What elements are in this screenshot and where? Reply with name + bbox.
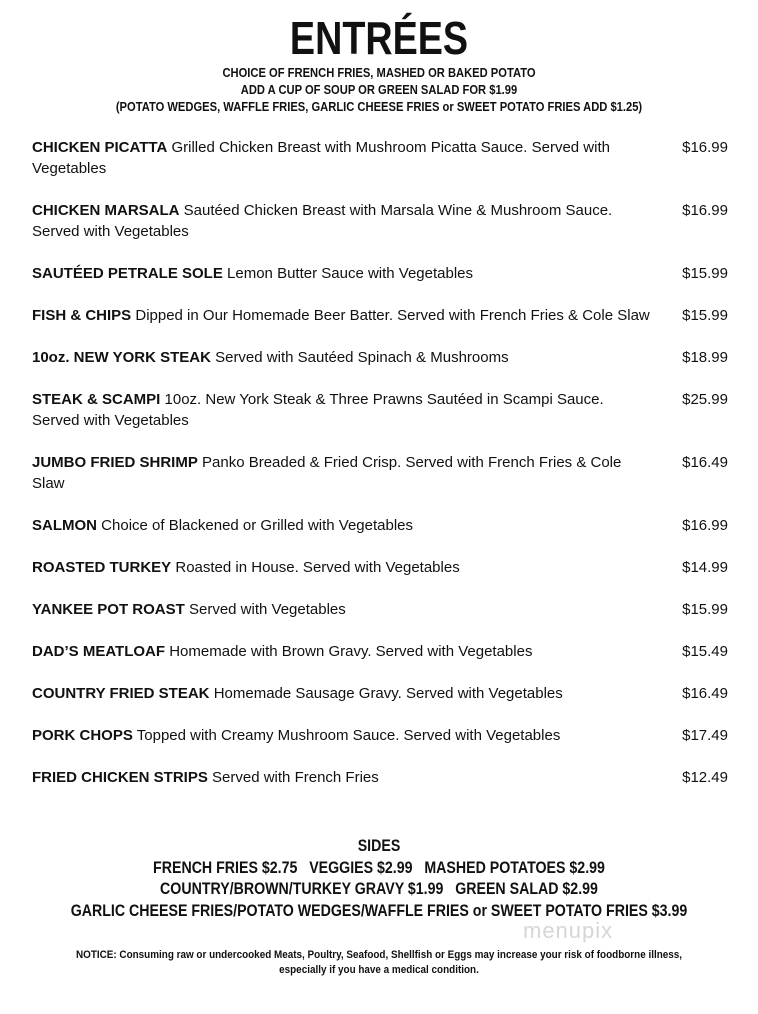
item-description: Choice of Blackened or Grilled with Vegetables <box>101 517 414 534</box>
menu-item <box>32 200 728 242</box>
item-description: Panko Breaded & Fried Crisp. Served with French Fries & Cole Slaw <box>32 454 622 492</box>
item-price: $15.99 <box>682 601 728 618</box>
item-price: $14.99 <box>682 559 728 576</box>
item-price: $25.99 <box>682 391 728 408</box>
menu-item <box>32 305 728 326</box>
menu-item <box>32 599 728 620</box>
entree-list <box>32 137 728 809</box>
item-description: Served with French Fries <box>212 769 379 786</box>
item-description-block <box>32 347 652 368</box>
item-description: Topped with Creamy Mushroom Sauce. Served with Vegetables <box>136 727 561 744</box>
item-description: Homemade with Brown Gravy. Served with Vegetables <box>169 643 533 660</box>
menu-item <box>32 557 728 578</box>
item-price: $16.49 <box>682 685 728 702</box>
watermark-logo: menupix <box>523 918 614 943</box>
item-price: $15.49 <box>682 643 728 660</box>
item-name: 10oz. NEW YORK STEAK <box>32 349 211 366</box>
item-name: FRIED CHICKEN STRIPS <box>32 769 208 786</box>
item-price: $16.49 <box>682 454 728 471</box>
item-description-block <box>32 200 652 242</box>
item-name: FISH & CHIPS <box>32 307 132 324</box>
item-description: 10oz. New York Steak & Three Prawns Sautéed in Scampi Sauce. Served with Vegetables <box>32 391 604 429</box>
item-price: $15.99 <box>682 265 728 282</box>
item-price: $15.99 <box>682 307 728 324</box>
item-description-block <box>32 599 652 620</box>
notice-line: NOTICE: Consuming raw or undercooked Meats, Poultry, Seafood, Shellfish or Eggs may increase your risk of foodborne illness, <box>75 949 683 961</box>
item-description-block <box>32 452 652 494</box>
item-description: Grilled Chicken Breast with Mushroom Picatta Sauce. Served with Vegetables <box>32 139 610 177</box>
item-name: JUMBO FRIED SHRIMP <box>32 454 198 471</box>
item-name: CHICKEN MARSALA <box>32 202 180 219</box>
item-name: ROASTED TURKEY <box>32 559 172 576</box>
page-title: ENTRÉES <box>289 12 469 64</box>
item-price: $17.49 <box>682 727 728 744</box>
sides-heading: SIDES <box>357 837 401 855</box>
food-safety-notice <box>0 948 758 978</box>
item-description-block <box>32 305 652 326</box>
item-description-block <box>32 389 652 431</box>
item-name: STEAK & SCAMPI <box>32 391 161 408</box>
item-description: Served with Sautéed Spinach & Mushrooms <box>215 349 509 366</box>
item-name: DAD’S MEATLOAF <box>32 643 166 660</box>
item-description-block <box>32 263 652 284</box>
menu-item <box>32 137 728 179</box>
item-description-block <box>32 767 652 788</box>
menu-item <box>32 452 728 494</box>
item-price: $18.99 <box>682 349 728 366</box>
item-name: SALMON <box>32 517 97 534</box>
entree-subtitles <box>0 64 758 115</box>
item-name: COUNTRY FRIED STEAK <box>32 685 210 702</box>
item-description-block <box>32 683 652 704</box>
menu-item <box>32 347 728 368</box>
item-description: Dipped in Our Homemade Beer Batter. Served with French Fries & Cole Slaw <box>135 307 650 324</box>
sides-section <box>0 836 758 922</box>
menu-item <box>32 641 728 662</box>
subtitle-line: ADD A CUP OF SOUP OR GREEN SALAD FOR $1.99 <box>240 82 518 97</box>
item-description-block <box>32 515 652 536</box>
item-description: Roasted in House. Served with Vegetables <box>175 559 460 576</box>
menu-item <box>32 767 728 788</box>
menu-item <box>32 725 728 746</box>
item-price: $16.99 <box>682 139 728 156</box>
subtitle-line: CHOICE OF FRENCH FRIES, MASHED OR BAKED POTATO <box>222 65 536 80</box>
menu-item <box>32 389 728 431</box>
menu-item <box>32 263 728 284</box>
sides-line: COUNTRY/BROWN/TURKEY GRAVY $1.99 GREEN SALAD $2.99 <box>160 880 598 898</box>
item-description: Homemade Sausage Gravy. Served with Vegetables <box>213 685 563 702</box>
sides-line: GARLIC CHEESE FRIES/POTATO WEDGES/WAFFLE FRIES or SWEET POTATO FRIES $3.99 <box>70 901 688 920</box>
menu-item <box>32 683 728 704</box>
item-description: Sautéed Chicken Breast with Marsala Wine & Mushroom Sauce. Served with Vegetables <box>32 202 613 240</box>
item-name: CHICKEN PICATTA <box>32 139 168 156</box>
item-price: $16.99 <box>682 202 728 219</box>
item-description-block <box>32 557 652 578</box>
menu-item <box>32 515 728 536</box>
item-name: YANKEE POT ROAST <box>32 601 185 618</box>
sides-line: FRENCH FRIES $2.75 VEGGIES $2.99 MASHED POTATOES $2.99 <box>153 858 605 877</box>
item-description: Served with Vegetables <box>188 601 346 618</box>
item-description-block <box>32 137 652 179</box>
item-name: PORK CHOPS <box>32 727 133 744</box>
subtitle-line: (POTATO WEDGES, WAFFLE FRIES, GARLIC CHEESE FRIES or SWEET POTATO FRIES ADD $1.25) <box>115 99 643 114</box>
item-description: Lemon Butter Sauce with Vegetables <box>227 265 474 282</box>
item-name: SAUTÉED PETRALE SOLE <box>32 265 223 282</box>
item-price: $12.49 <box>682 769 728 786</box>
item-description-block <box>32 641 652 662</box>
item-description-block <box>32 725 652 746</box>
notice-line: especially if you have a medical condition. <box>279 964 479 976</box>
item-price: $16.99 <box>682 517 728 534</box>
